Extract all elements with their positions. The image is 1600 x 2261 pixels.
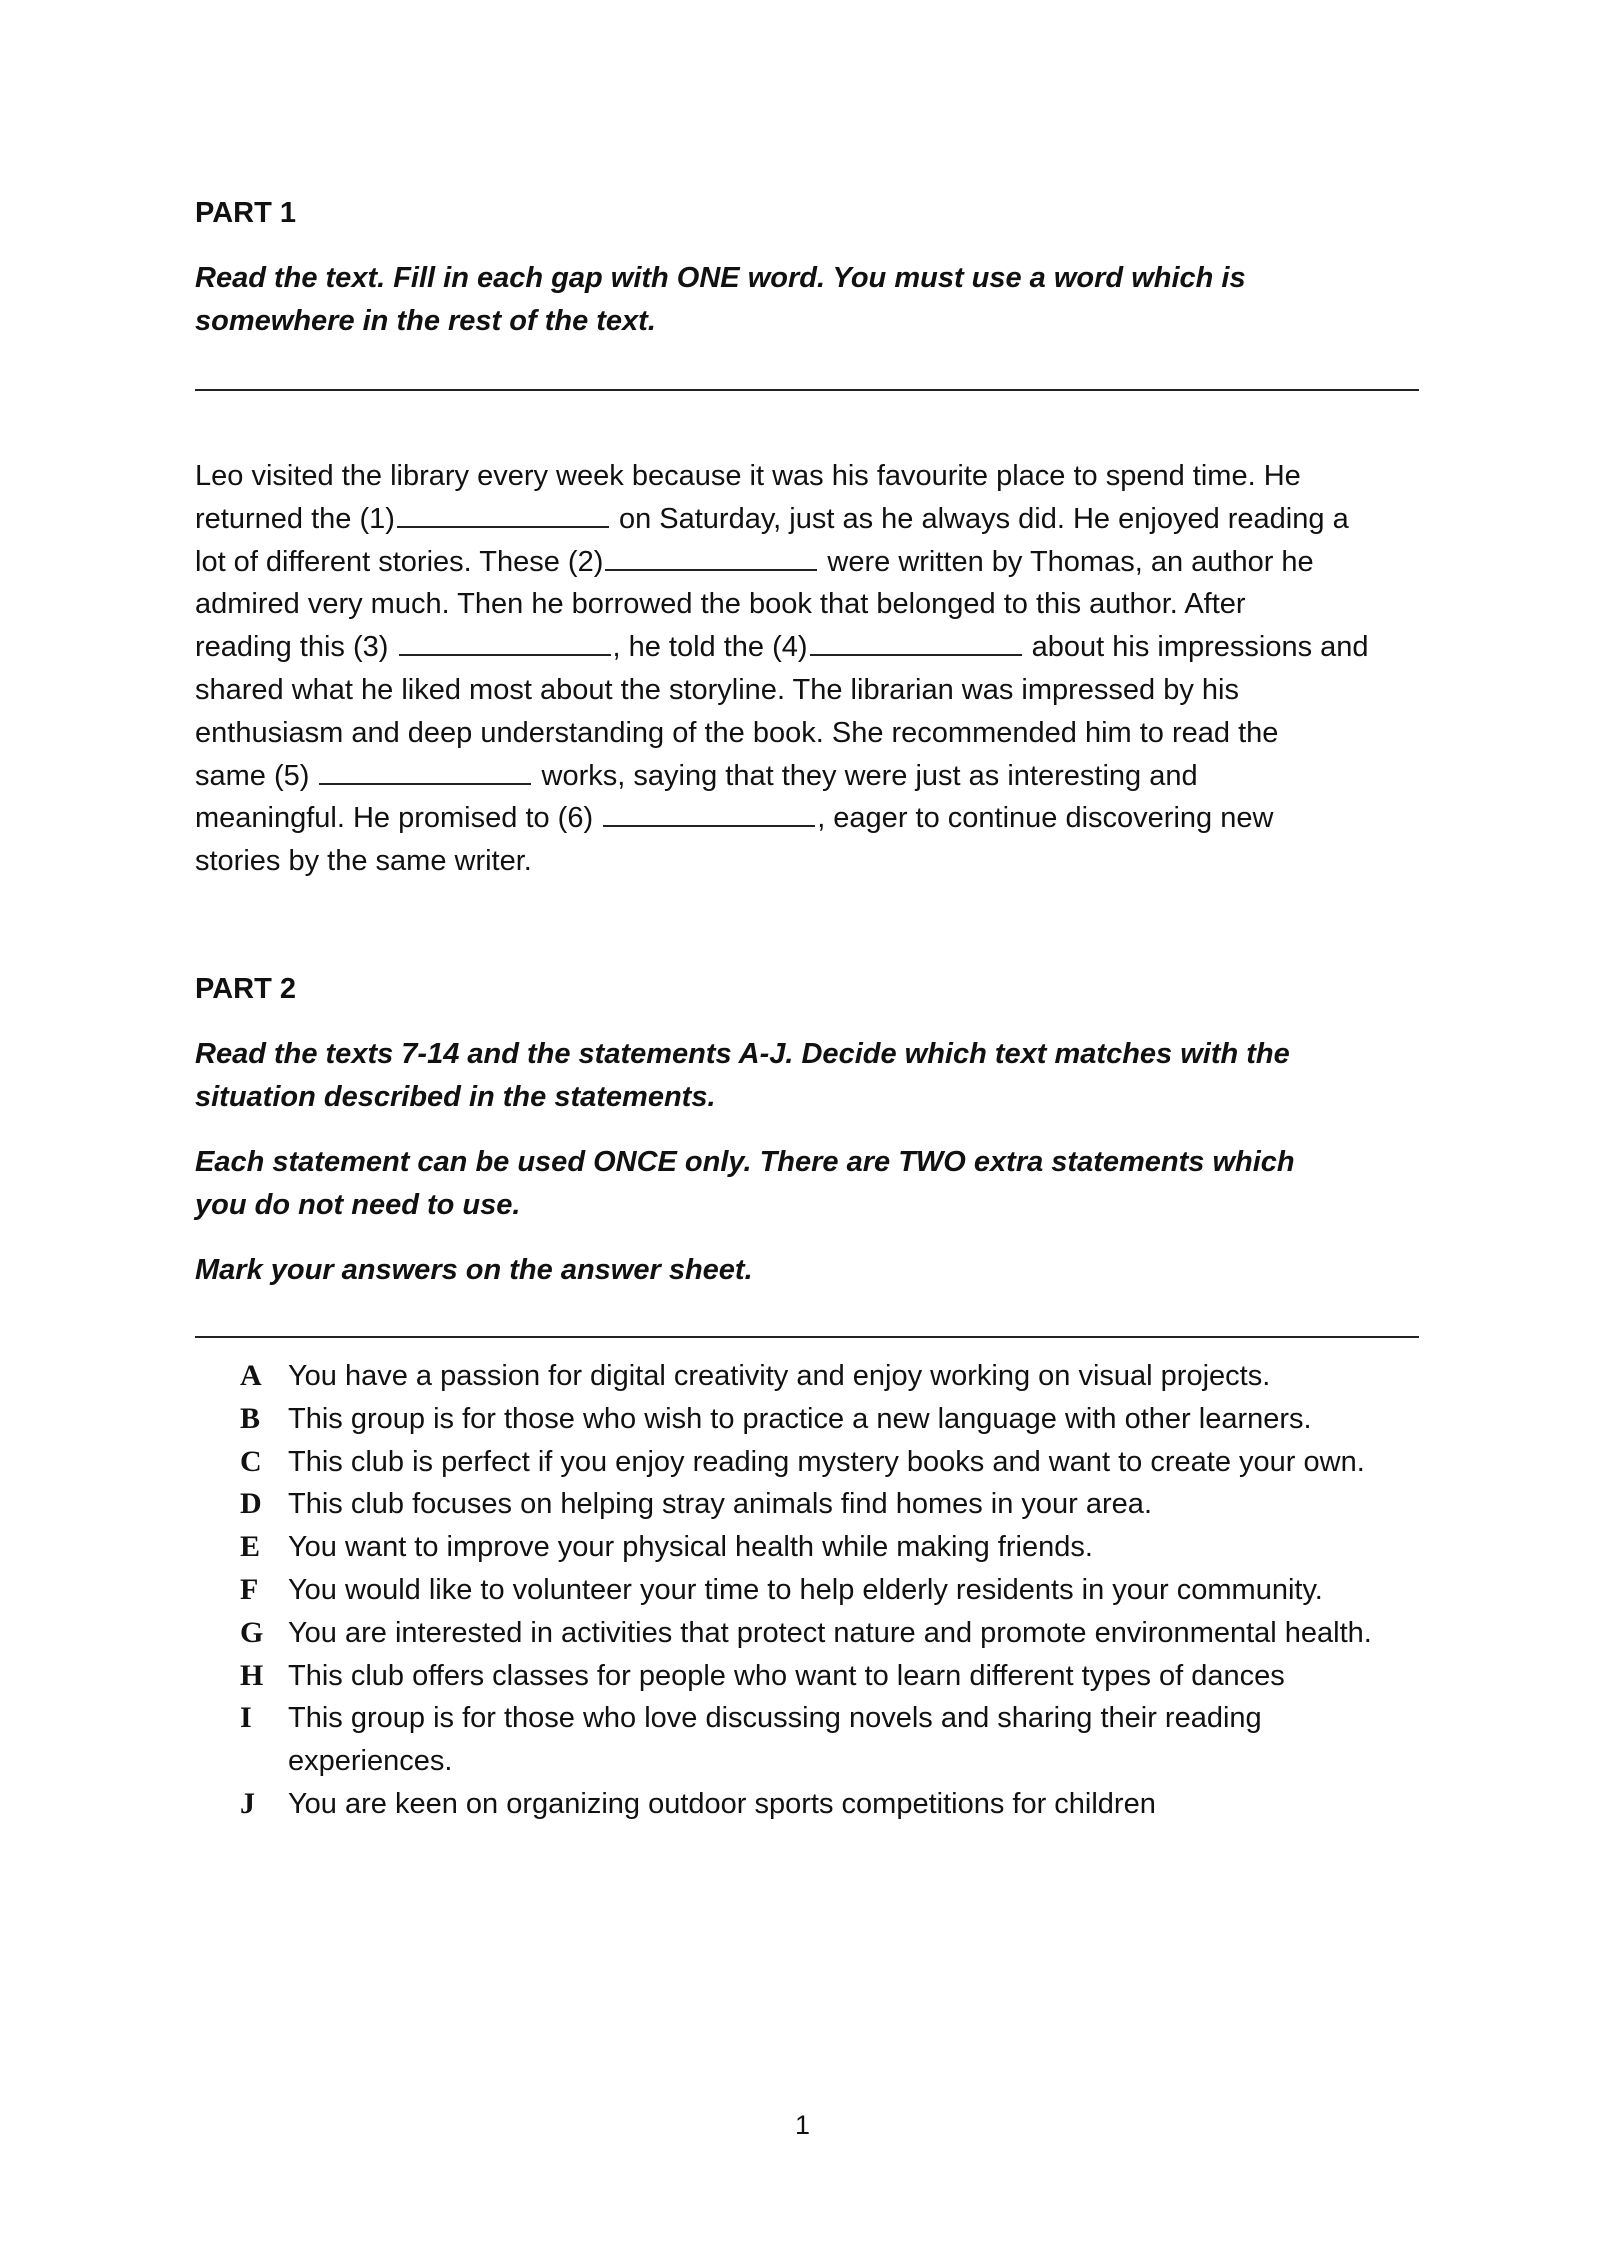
gap-5-blank[interactable]: [319, 755, 531, 785]
statement-text: This group is for those who love discussing novels and sharing their reading experiences.: [288, 1702, 1262, 1778]
passage-line: stories by the same writer.: [195, 845, 532, 878]
statement-letter: D: [240, 1487, 262, 1521]
part2-instruction-matching: [195, 1033, 1410, 1119]
passage-line: [195, 755, 1415, 798]
statement-a: [240, 1355, 1420, 1398]
part1-instruction-line: somewhere in the rest of the text.: [195, 305, 656, 337]
passage-text: reading this (3): [195, 631, 397, 664]
passage-line: enthusiasm and deep understanding of the book. She recommended him to read the: [195, 716, 1279, 749]
statement-c: [240, 1441, 1420, 1484]
passage-line: admired very much. Then he borrowed the book that belonged to this author. After: [195, 588, 1246, 621]
passage-text: , eager to continue discovering new: [817, 802, 1274, 835]
statement-letter: B: [240, 1401, 261, 1435]
passage-line: [195, 626, 1415, 669]
page-number: 1: [794, 2110, 811, 2140]
passage-text: same (5): [195, 759, 318, 792]
statement-text: This club is perfect if you enjoy reading mystery books and want to create your own.: [288, 1445, 1365, 1478]
statement-g: [240, 1612, 1420, 1655]
part2-instruction-once: [195, 1141, 1410, 1227]
statement-j: [240, 1783, 1420, 1826]
statement-text: This club focuses on helping stray animals find homes in your area.: [288, 1488, 1152, 1521]
part1-title: PART 1: [195, 197, 296, 229]
statement-text: You have a passion for digital creativity and enjoy working on visual projects.: [288, 1360, 1271, 1392]
passage-text: works, saying that they were just as interesting and: [533, 759, 1198, 792]
passage-text: about his impressions and: [1023, 631, 1369, 664]
statement-i: [240, 1697, 1420, 1783]
statement-letter: F: [240, 1572, 259, 1606]
statement-d: [240, 1483, 1420, 1526]
statement-letter: C: [240, 1444, 262, 1478]
passage-line: [195, 797, 1415, 840]
part1-passage: [195, 455, 1415, 883]
gap-4-blank[interactable]: [810, 626, 1022, 656]
passage-text: lot of different stories. These (2): [195, 545, 604, 578]
statement-f: [240, 1569, 1420, 1612]
statements-list: [240, 1355, 1420, 1826]
part1-divider: [195, 389, 1419, 391]
gap-6-blank[interactable]: [603, 797, 815, 827]
part2-title: PART 2: [195, 973, 296, 1005]
statement-text: This club offers classes for people who want to learn different types of dances: [288, 1659, 1285, 1692]
statement-text: This group is for those who wish to practice a new language with other learners.: [288, 1402, 1312, 1435]
passage-line: Leo visited the library every week because it was his favourite place to spend time. He: [195, 460, 1301, 492]
statement-text: You are interested in activities that protect nature and promote environmental health.: [288, 1616, 1372, 1649]
statement-letter: H: [240, 1658, 264, 1692]
part1-instruction: [195, 257, 1410, 343]
passage-text: meaningful. He promised to (6): [195, 802, 602, 835]
document-page: [195, 0, 1410, 2261]
part2-instruction-line: Each statement can be used ONCE only. There are TWO extra statements which: [195, 1146, 1295, 1178]
part2-instruction-line: you do not need to use.: [195, 1189, 521, 1221]
passage-text: were written by Thomas, an author he: [819, 545, 1314, 578]
passage-text: , he told the (4): [612, 631, 808, 664]
passage-text: returned the (1): [195, 502, 395, 535]
gap-2-blank[interactable]: [605, 541, 817, 571]
gap-3-blank[interactable]: [399, 626, 611, 656]
passage-line: shared what he liked most about the storyline. The librarian was impressed by his: [195, 673, 1239, 706]
part1-instruction-line: Read the text. Fill in each gap with ONE word. You must use a word which is: [195, 262, 1246, 294]
part2-instruction-line: Read the texts 7-14 and the statements A-J. Decide which text matches with the: [195, 1038, 1290, 1070]
statement-letter: I: [240, 1701, 252, 1735]
passage-text: on Saturday, just as he always did. He enjoyed reading a: [610, 502, 1349, 535]
statement-letter: G: [240, 1615, 264, 1649]
statement-letter: E: [240, 1530, 261, 1564]
statement-letter: J: [240, 1786, 255, 1820]
statement-b: [240, 1398, 1420, 1441]
passage-line: [195, 541, 1415, 584]
gap-1-blank[interactable]: [397, 498, 609, 528]
part2-instruction-answer-sheet: Mark your answers on the answer sheet.: [195, 1254, 753, 1286]
part2-instruction-line: situation described in the statements.: [195, 1081, 716, 1113]
statement-letter: A: [240, 1359, 262, 1392]
statement-h: [240, 1655, 1420, 1698]
statement-text: You want to improve your physical health while making friends.: [288, 1531, 1093, 1564]
part2-divider: [195, 1336, 1419, 1338]
statement-text: You are keen on organizing outdoor sports competitions for children: [288, 1787, 1156, 1820]
statement-e: [240, 1526, 1420, 1569]
statement-text: You would like to volunteer your time to help elderly residents in your community.: [288, 1573, 1323, 1606]
passage-line: [195, 498, 1415, 541]
